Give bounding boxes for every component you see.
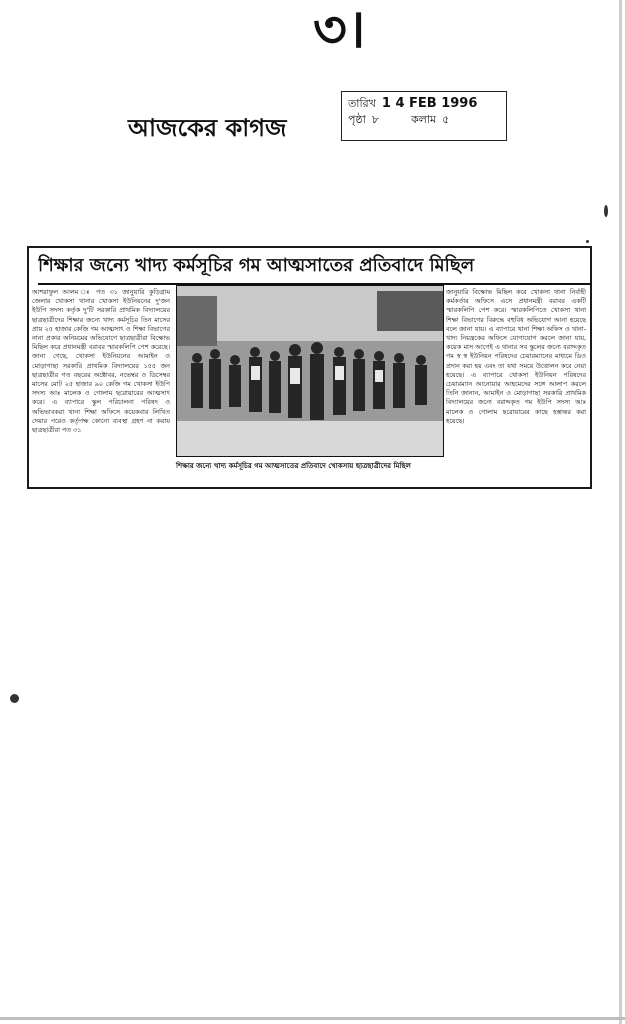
page-label: পৃষ্ঠা (348, 113, 366, 126)
newspaper-name: আজকের কাগজ (128, 113, 287, 142)
article-left-column: আশরাফুল আলম ঃ গত ৩১ জানুয়ারি কুড়িগ্রাম জেলার খোকসা থানার খোকসা ইউনিয়নের দু'জন ইউপি সদস্য কর্তৃক দু'টি সরকারি প্রাথমিক বিদ্যালয়ের ছাত্রছাত্রীদের শিক্ষার জন্যে খাদ্য কর্মসূচির তিন মাসের প্রায় ২৫ হাজার কেজি গম আত্মসাৎ ও শিক্ষা বিভাগের নানা প্রকার অনিয়মের অভিযোগে ছাত্রছাত্রীরা বিক্ষোভ মিছিল করে প্রধানমন্ত্রী বরাবর স্মারকলিপি পেশ করেছে। জানা গেছে, খোকসা ইউনিয়নের আমাইন ও মোড়াগাছা সরকারি প্রাথমিক বিদ্যালয়ের ১৫৫ জন ছাত্রছাত্রীর গত বছরের অক্টোবর, নভেম্বর ও ডিসেম্বর মাসের মোট ২৫ হাজার ৯০ কেজি গম খোকসা ইউপি সদস্য আঃ মালেক ও গোলাম ছরোয়ারের আত্মসাৎ করে। এ ব্যাপারে স্কুল পরিচালনা পরিষদ ও অভিভাবকরা থানা শিক্ষা অফিসে কয়েকবার লিখিত দেয়ার পরেও কর্তৃপক্ষ কোনো ব্যবস্থা গ্রহণ না করায় ছাত্রছাত্রীরা গত ৩১ (32, 288, 170, 435)
date-label: তারিখ (348, 97, 376, 110)
article-headline: শিক্ষার জন্যে খাদ্য কর্মসূচির গম আত্মসাতের প্রতিবাদে মিছিল (38, 253, 591, 285)
article-photo (176, 285, 444, 457)
scan-speck (586, 240, 589, 243)
scan-speck (604, 205, 608, 217)
scan-edge-bottom (0, 1017, 625, 1020)
column-label: কলাম (410, 113, 437, 126)
date-value: 1 4 FEB 1996 (381, 96, 478, 111)
page-marker: ৩। (313, 0, 366, 60)
scan-edge-right (619, 0, 622, 1024)
date-stamp (341, 91, 507, 141)
protest-crowd-image (177, 286, 444, 457)
page-value: ৮ (371, 113, 379, 126)
column-value: ৫ (442, 113, 450, 126)
article-right-column: জানুয়ারি বিক্ষোভ মিছিল করে খোকসা থানা নির্বাহী কর্মকর্তার অফিসে এসে প্রধানমন্ত্রী বরাবর একটি স্মারকলিপি পেশ করে। স্মারকলিপিতে খোকসা থানা শিক্ষা বিভাগের বিরুদ্ধে বহুবিধ অভিযোগ আনা হয়েছে বলে জানা যায়। এ ব্যাপারে থানা শিক্ষা অফিস ও থানা-খাদ্য নিয়ন্ত্রকের অফিসে যোগাযোগ করলে জানা যায়, কয়েক মাস আগেই এ থানার সব স্কুলের জন্যে বরাদ্দকৃত গম স্ব স্ব ইউনিয়ন পরিষদের চেয়ারম্যানের মাধ্যমে ডিও প্রদান করা হয় এবং তা যথা সময়ে উত্তোলন করে নেয়া হয়েছে। এ ব্যাপারে খোকসা ইউনিয়ন পরিষদের চেয়ারম্যান আনোয়ার আহমেদের সঙ্গে আলাপ করলে তিনি জানান, আমাইন ও মোড়াগাছা সরকারি প্রাথমিক বিদ্যালয়ের জন্যে বরাদ্দকৃত গম ইউপি সদস্য আঃ মালেক ও গোলাম ছরোয়ারের কাছে হস্তান্তর করা হয়েছে। (446, 288, 586, 425)
photo-caption: শিক্ষার জন্যে খাদ্য কর্মসূচির গম আত্মসাতের প্রতিবাদে খোকসায় ছাত্রছাত্রীদের মিছিল (176, 462, 411, 470)
scan-speck (10, 694, 19, 703)
